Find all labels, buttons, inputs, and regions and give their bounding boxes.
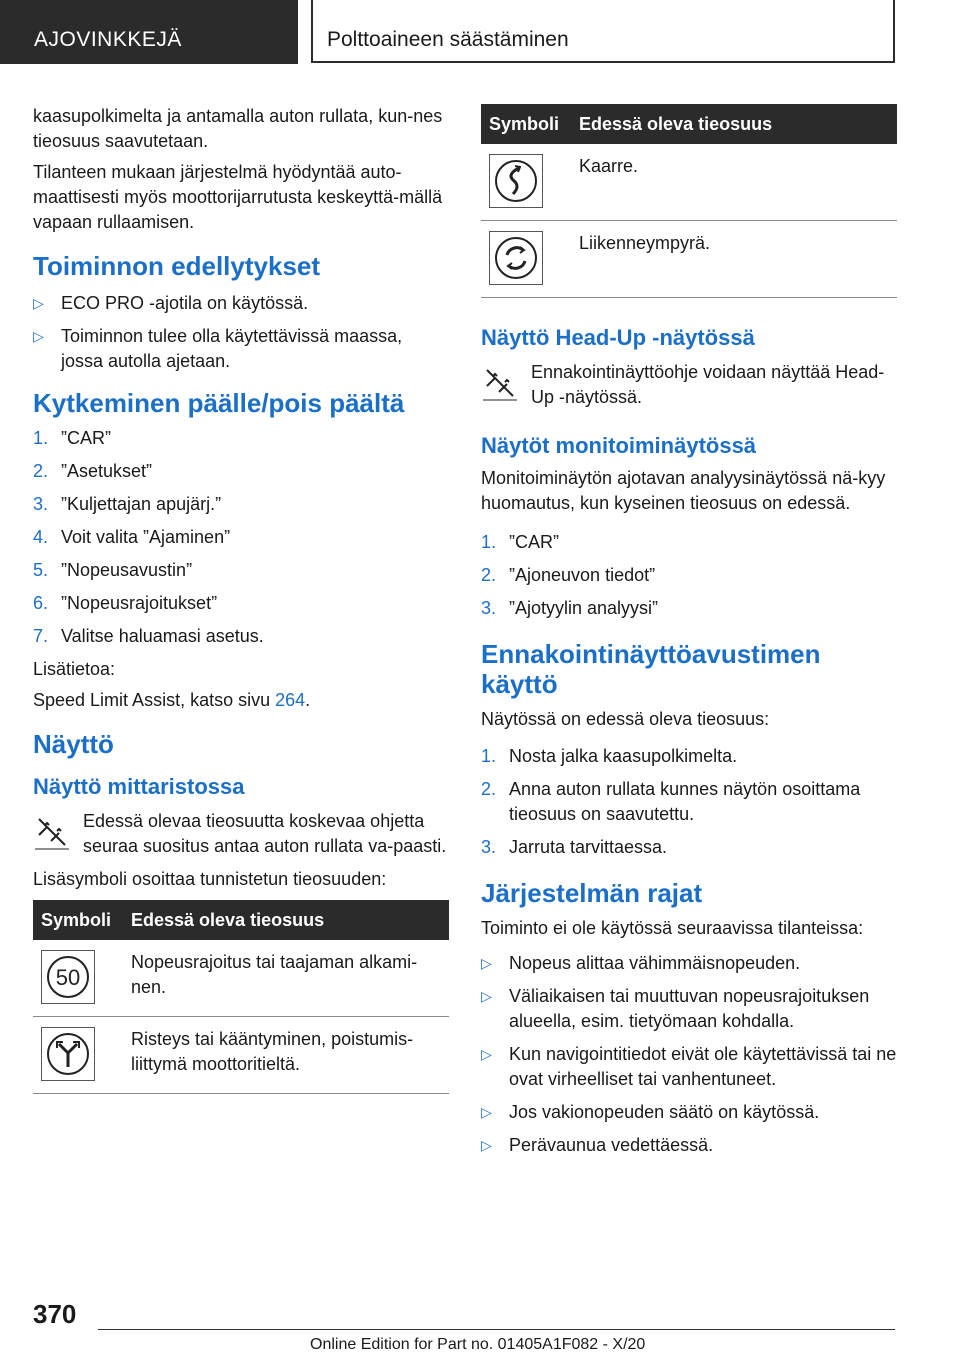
right-column <box>481 104 897 1166</box>
list-item: ▷ Toiminnon tulee olla käytettävissä maassa, jossa autolla ajetaan. <box>33 326 403 371</box>
table-row <box>481 144 897 221</box>
list-item: ▷ Väliaikaisen tai muuttuvan nopeusrajoituksen alueella, esim. tietyömaan kohdalla. <box>481 986 870 1031</box>
column-header-symbol: Symboli <box>33 900 123 940</box>
steps-list <box>33 426 449 649</box>
triangle-bullet-icon: ▷ <box>481 1046 492 1062</box>
page-title: Polttoaineen säästäminen <box>311 0 895 63</box>
list-item: ▷ ECO PRO -ajotila on käytössä. <box>33 291 449 316</box>
list-item: 2. ”Asetukset” <box>33 461 153 481</box>
list-item: 5. ”Nopeusavustin” <box>33 560 193 580</box>
list-item: 3. Jarruta tarvittaessa. <box>481 837 668 857</box>
roundabout-icon <box>489 231 543 285</box>
column-header-description: Edessä oleva tieosuus <box>571 104 897 144</box>
symbol-table <box>481 104 897 298</box>
heading-display: Näyttö <box>33 729 114 759</box>
footer-divider <box>98 1329 895 1330</box>
warning-arrows-icon <box>33 813 71 856</box>
table-cell: Risteys tai kääntyminen, poistumis-liittymä moottoritieltä. <box>123 1017 449 1094</box>
usage-steps <box>481 744 897 860</box>
list-item: 4. Voit valita ”Ajaminen” <box>33 527 231 547</box>
page-number: 370 <box>33 1299 77 1329</box>
table-row <box>33 1017 449 1094</box>
list-item: ▷ Nopeus alittaa vähimmäisnopeuden. <box>481 951 897 976</box>
list-item: 3. ”Kuljettajan apujärj.” <box>33 494 222 514</box>
heading-hud: Näyttö Head-Up -näytössä <box>481 325 755 350</box>
section-header: AJOVINKKEJÄ <box>0 0 298 64</box>
speed-limit-50-icon <box>41 950 95 1004</box>
left-column <box>33 104 449 1094</box>
symbol-table <box>33 900 449 1094</box>
requirements-list <box>33 291 449 374</box>
list-item: 1. ”CAR” <box>481 532 559 552</box>
junction-icon <box>41 1027 95 1081</box>
heading-monitor: Näytöt monitoiminäytössä <box>481 433 757 458</box>
usage-paragraph: Näytössä on edessä oleva tieosuus: <box>481 709 770 729</box>
triangle-bullet-icon: ▷ <box>481 1137 492 1153</box>
list-item: ▷ Perävaunua vedettäessä. <box>481 1133 897 1158</box>
list-item: ▷ Jos vakionopeuden säätö on käytössä. <box>481 1100 897 1125</box>
list-item: 7. Valitse haluamasi asetus. <box>33 626 264 646</box>
heading-usage: Ennakointinäyttöavustimen käyttö <box>481 639 821 699</box>
extra-symbol-text: Lisäsymboli osoittaa tunnistetun tieosuuden: <box>33 869 387 889</box>
edition-text: Online Edition for Part no. 01405A1F082 - X/20 <box>310 1336 646 1353</box>
monitor-paragraph: Monitoiminäytön ajotavan analyysinäytössä nä-kyy huomautus, kun kyseinen tieosuus on edessä. <box>481 468 886 513</box>
column-header-description: Edessä oleva tieosuus <box>123 900 449 940</box>
more-info-label: Lisätietoa: <box>33 659 116 679</box>
list-item: ▷ Kun navigointitiedot eivät ole käytettävissä tai ne ovat virheelliset tai vanhentuneet. <box>481 1044 897 1089</box>
cluster-note: Edessä olevaa tieosuutta koskevaa ohjetta seuraa suositus antaa auton rullata va-paasti. <box>33 809 449 859</box>
list-item: 1. Nosta jalka kaasupolkimelta. <box>481 746 738 766</box>
heading-switch: Kytkeminen päälle/pois päältä <box>33 388 405 418</box>
heading-requirements: Toiminnon edellytykset <box>33 251 321 281</box>
list-item: 1. ”CAR” <box>33 428 111 448</box>
monitor-steps <box>481 530 897 621</box>
intro-paragraph-1: kaasupolkimelta ja antamalla auton rullata, kun-nes tieosuus saavutetaan. <box>33 106 443 151</box>
heading-limits: Järjestelmän rajat <box>481 878 703 908</box>
speed-limit-reference: Speed Limit Assist, katso sivu 264. <box>33 690 311 710</box>
triangle-bullet-icon: ▷ <box>481 988 492 1004</box>
triangle-bullet-icon: ▷ <box>33 295 44 311</box>
triangle-bullet-icon: ▷ <box>481 955 492 971</box>
warning-arrows-icon <box>481 364 519 407</box>
limits-list <box>481 951 897 1158</box>
table-row <box>33 940 449 1017</box>
curve-icon <box>489 154 543 208</box>
table-row <box>481 221 897 298</box>
heading-cluster: Näyttö mittaristossa <box>33 774 245 799</box>
table-cell: Liikenneympyrä. <box>571 221 897 298</box>
table-cell: Nopeusrajoitus tai taajaman alkami-nen. <box>123 940 449 1017</box>
limits-paragraph: Toiminto ei ole käytössä seuraavissa tilanteissa: <box>481 918 864 938</box>
hud-note: Ennakointinäyttöohje voidaan näyttää Head-Up -näytössä. <box>481 360 897 410</box>
page-link[interactable]: 264 <box>275 690 306 710</box>
column-header-symbol: Symboli <box>481 104 571 144</box>
table-cell: Kaarre. <box>571 144 897 221</box>
list-item: 2. Anna auton rullata kunnes näytön osoittama tieosuus on saavutettu. <box>481 779 861 824</box>
list-item: 3. ”Ajotyylin analyysi” <box>481 598 659 618</box>
intro-paragraph-2: Tilanteen mukaan järjestelmä hyödyntää auto-maattisesti myös moottorijarrutusta keskeyttä-mällä vapaan rullaamisen. <box>33 162 443 232</box>
list-item: 2. ”Ajoneuvon tiedot” <box>481 565 656 585</box>
list-item: 6. ”Nopeusrajoitukset” <box>33 593 218 613</box>
triangle-bullet-icon: ▷ <box>481 1104 492 1120</box>
triangle-bullet-icon: ▷ <box>33 328 44 344</box>
speed-limit-50-text: 50 <box>55 965 81 990</box>
